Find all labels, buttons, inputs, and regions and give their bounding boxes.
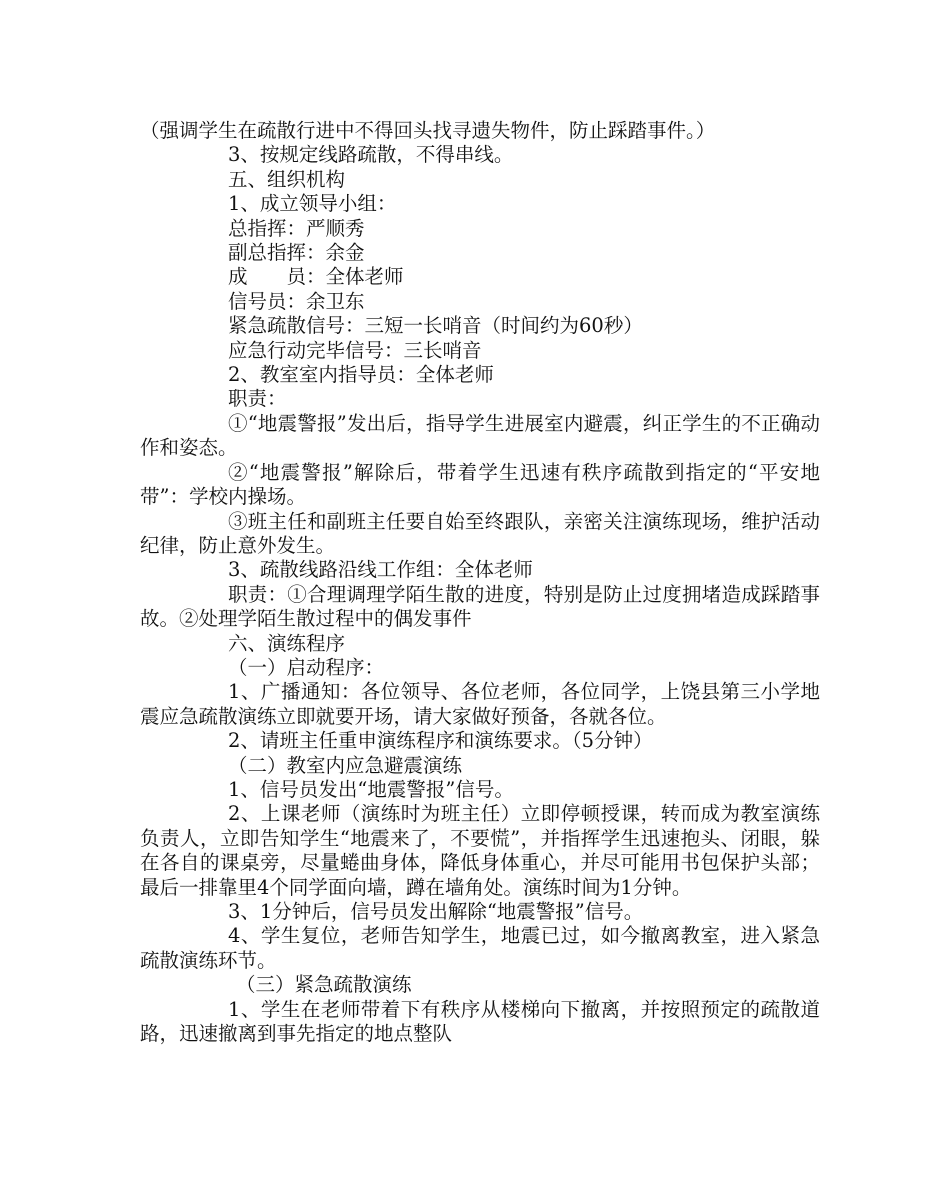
paragraph-emphasis-note: （强调学生在疏散行进中不得回头找寻遗失物件，防止踩踏事件。）	[140, 119, 716, 142]
paragraph-leadership-group: 1、成立领导小组：	[228, 192, 397, 216]
paragraph-commander: 总指挥：严顺秀	[228, 216, 365, 240]
paragraph-route-rule: 3、按规定线路疏散，不得串线。	[228, 143, 514, 167]
paragraph-completion-signal: 应急行动完毕信号：三长哨音	[228, 338, 482, 362]
paragraph-route-team: 3、疏散线路沿线工作组：全体老师	[228, 558, 533, 582]
paragraph-teacher-review: 2、请班主任重申演练程序和演练要求。（5分钟）	[228, 729, 653, 753]
document-page	[140, 119, 820, 1046]
paragraph-alarm-signal: 1、信号员发出“地震警报”信号。	[228, 777, 514, 801]
paragraph-alarm-release: 3、1分钟后，信号员发出解除“地震警报”信号。	[228, 900, 644, 923]
paragraph-duty-2: ②“地震警报”解除后，带着学生迅速有秩序疏散到指定的“平安地带”：学校内操场。	[140, 460, 820, 509]
paragraph-deputy-commander: 副总指挥：余金	[228, 241, 365, 265]
paragraph-members: 成 员：全体老师	[228, 265, 404, 289]
paragraph-signaler: 信号员：余卫东	[228, 289, 365, 313]
subheading-startup: （一）启动程序：	[228, 655, 385, 679]
paragraph-route-team-duties: 职责：①合理调理学陌生散的进度，特别是防止过度拥堵造成踩踏事故。②处理学陌生散过程中的偶发事件	[140, 582, 820, 631]
section-heading-organization: 五、组织机构	[228, 167, 346, 191]
paragraph-evacuation-step: 1、学生在老师带着下有秩序从楼梯向下撤离，并按照预定的疏散道路，迅速撤离到事先指定的地点整队	[140, 997, 820, 1046]
subheading-evacuation-drill: （三）紧急疏散演练	[236, 973, 412, 997]
subheading-classroom-drill: （二）教室内应急避震演练	[228, 753, 463, 777]
paragraph-students-return: 4、学生复位，老师告知学生，地震已过，如今撤离教室，进入紧急疏散演练环节。	[140, 924, 820, 972]
paragraph-duties-label: 职责：	[228, 387, 287, 411]
section-heading-procedure: 六、演练程序	[228, 631, 346, 655]
paragraph-teacher-actions: 2、上课老师（演练时为班主任）立即停顿授课，转而成为教室演练负责人，立即告知学生“地震来了，不要慌”，并指挥学生迅速抱头、闭眼，躲在各自的课桌旁，尽量蜷曲身体，降低身体重心，并尽可能用书包保护头部；最后一排靠里4个同学面向墙，蹲在墙角处。演练时间为1分钟。	[140, 802, 820, 899]
paragraph-duty-1: ①“地震警报”发出后，指导学生进展室内避震，纠正学生的不正确动作和姿态。	[140, 411, 820, 460]
paragraph-duty-3: ③班主任和副班主任要自始至终跟队，亲密关注演练现场，维护活动纪律，防止意外发生。	[140, 509, 820, 557]
paragraph-evacuation-signal: 紧急疏散信号：三短一长哨音（时间约为60秒）	[228, 314, 643, 338]
paragraph-classroom-guide: 2、教室室内指导员：全体老师	[228, 363, 494, 387]
paragraph-broadcast: 1、广播通知：各位领导、各位老师，各位同学，上饶县第三小学地震应急疏散演练立即就要开场，请大家做好预备，各就各位。	[140, 680, 820, 728]
